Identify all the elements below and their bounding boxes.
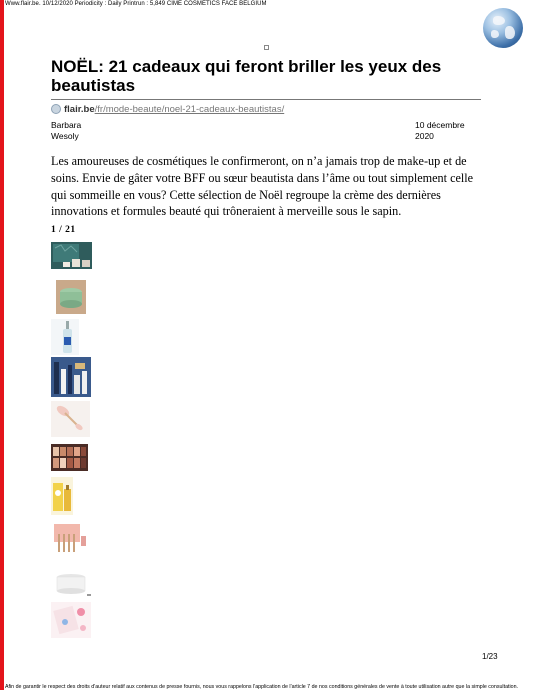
skincare-set-image <box>51 357 91 397</box>
link-icon <box>51 104 61 114</box>
brush-set-image <box>51 522 89 554</box>
title-divider <box>51 99 481 100</box>
press-header-line: Www.flair.be. 10/12/2020 Periodicity : Daily Printrun : 5,849 CIME COSMETICS FACE BELGIUM <box>5 1 267 7</box>
source-domain[interactable]: flair.be <box>64 103 95 115</box>
white-jar-image <box>51 567 91 597</box>
source-link[interactable] <box>51 103 284 115</box>
gallery-thumb-8[interactable] <box>51 522 89 554</box>
pink-gift-image <box>51 602 91 638</box>
left-red-margin-bar <box>0 0 4 690</box>
legal-footer: Afin de garantir le respect des droits d'auteur relatif aux contenus de presse fournis, nous vous rappelons l'application de l'article 7 de nos conditions générales de vente à toute utilisation autre que la simple consultation. <box>5 684 519 690</box>
author-last-name: Wesoly <box>51 131 79 141</box>
page-marker <box>264 45 269 50</box>
gallery-thumb-4[interactable] <box>51 357 91 397</box>
article-title: NOËL: 21 cadeaux qui feront briller les yeux des beautistas <box>51 57 442 95</box>
gallery-counter: 1 / 21 <box>51 225 76 235</box>
source-path[interactable]: /fr/mode-beaute/noel-21-cadeaux-beautistas/ <box>94 103 285 115</box>
gift-box-set-image <box>51 242 92 269</box>
article-body: Les amoureuses de cosmétiques le confirmeront, on n’a jamais trop de make-up et de soins. Envie de gâter votre BFF ou sœur beautista dans l’âme ou tout simplement celle qui sommeille en vous? Cette sélection de Noël regroupe la crème des dernières innovations et formules beauté qui trôneraient à merveille sous le sapin. <box>51 154 474 219</box>
gallery-thumb-6[interactable] <box>51 444 88 471</box>
gallery-thumb-5[interactable] <box>51 401 90 437</box>
eyeshadow-palette-image <box>51 444 88 471</box>
page-number: 1/23 <box>482 652 498 661</box>
green-cream-jar-image <box>51 279 89 315</box>
date-day: 10 décembre <box>415 120 465 130</box>
gallery-thumb-2[interactable] <box>51 279 89 315</box>
gallery-thumb-7[interactable] <box>51 477 73 515</box>
date-year: 2020 <box>415 131 434 141</box>
gallery-thumb-10[interactable] <box>51 602 91 638</box>
globe-icon <box>483 8 523 48</box>
jade-roller-image <box>51 401 90 437</box>
author-first-name: Barbara <box>51 120 82 130</box>
gallery-thumb-9[interactable] <box>51 567 91 597</box>
gallery-thumb-3[interactable] <box>51 319 79 355</box>
serum-bottle-image <box>51 319 79 355</box>
author-name <box>51 120 81 142</box>
publication-date <box>415 120 465 142</box>
oil-bottle-image <box>51 477 73 515</box>
gallery-thumb-1[interactable] <box>51 242 92 269</box>
